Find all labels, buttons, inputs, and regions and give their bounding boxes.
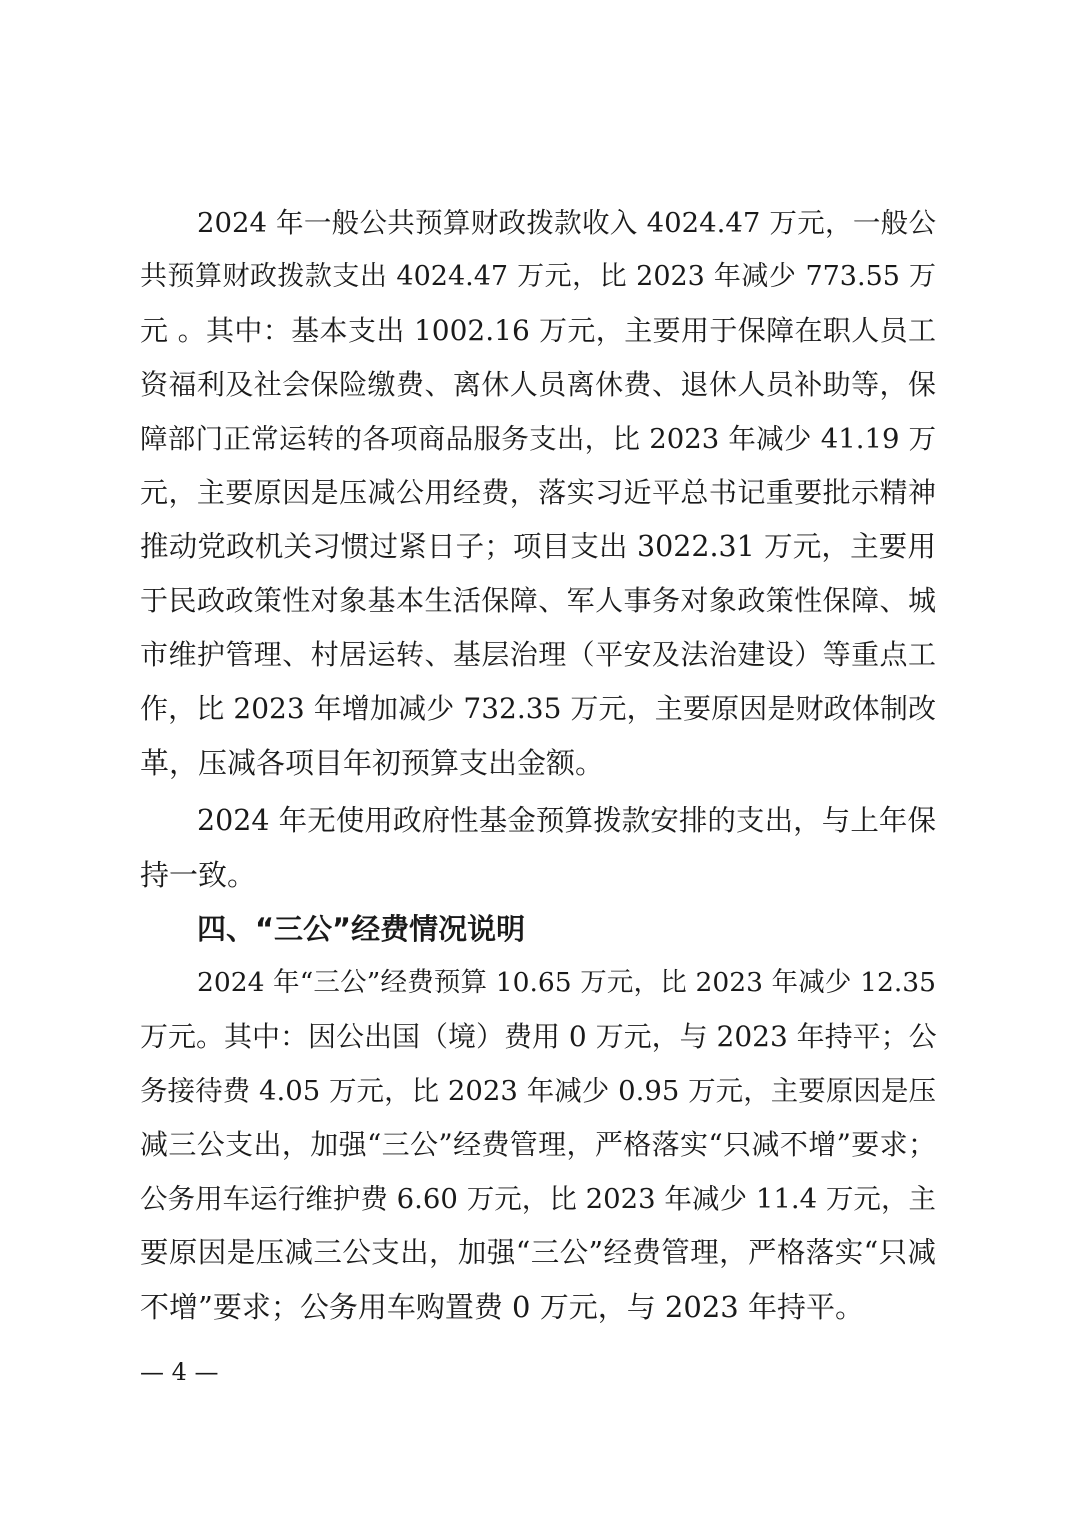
section-paragraph-line-4: 减三公支出，加强“三公”经费管理，严格落实“只减不增”要求；	[140, 1128, 936, 1161]
section-paragraph-line-3: 务接待费 4.05 万元，比 2023 年减少 0.95 万元，主要原因是压	[140, 1075, 936, 1107]
paragraph-2-line-2: 持一致。	[140, 858, 257, 892]
section-paragraph-line-5: 公务用车运行维护费 6.60 万元，比 2023 年减少 11.4 万元，主	[140, 1183, 936, 1215]
paragraph-1-line-9: 市维护管理、村居运转、基层治理（平安及法治建设）等重点工	[140, 638, 936, 671]
paragraph-1-line-11: 革，压减各项目年初预算支出金额。	[140, 746, 605, 780]
paragraph-1-line-8: 于民政政策性对象基本生活保障、军人事务对象政策性保障、城	[140, 584, 936, 617]
paragraph-1-line-7: 推动党政机关习惯过紧日子；项目支出 3022.31 万元，主要用	[140, 530, 936, 563]
section-paragraph-line-7: 不增”要求；公务用车购置费 0 万元，与 2023 年持平。	[140, 1290, 864, 1324]
paragraph-2-line-1: 2024 年无使用政府性基金预算拨款安排的支出，与上年保	[197, 804, 936, 837]
paragraph-1-line-10: 作，比 2023 年增加减少 732.35 万元，主要原因是财政体制改	[140, 692, 936, 725]
section-heading: 四、“三公”经费情况说明	[197, 912, 526, 946]
paragraph-1-line-2: 共预算财政拨款支出 4024.47 万元，比 2023 年减少 773.55 万	[140, 261, 936, 292]
paragraph-1-line-1: 2024 年一般公共预算财政拨款收入 4024.47 万元，一般公	[197, 207, 936, 239]
paragraph-1-line-6: 元，主要原因是压减公用经费，落实习近平总书记重要批示精神	[140, 476, 936, 509]
section-paragraph-line-1: 2024 年“三公”经费预算 10.65 万元，比 2023 年减少 12.35	[197, 967, 936, 998]
paragraph-1-line-3: 元 。其中：基本支出 1002.16 万元，主要用于保障在职人员工	[140, 314, 936, 347]
section-paragraph-line-2: 万元。其中：因公出国（境）费用 0 万元，与 2023 年持平；公	[140, 1020, 937, 1053]
paragraph-1-line-5: 障部门正常运转的各项商品服务支出，比 2023 年减少 41.19 万	[140, 423, 936, 455]
paragraph-1-line-4: 资福利及社会保险缴费、离休人员离休费、退休人员补助等，保	[140, 368, 936, 401]
section-paragraph-line-6: 要原因是压减三公支出，加强“三公”经费管理，严格落实“只减	[140, 1236, 936, 1269]
page-number: — 4 —	[140, 1358, 219, 1386]
